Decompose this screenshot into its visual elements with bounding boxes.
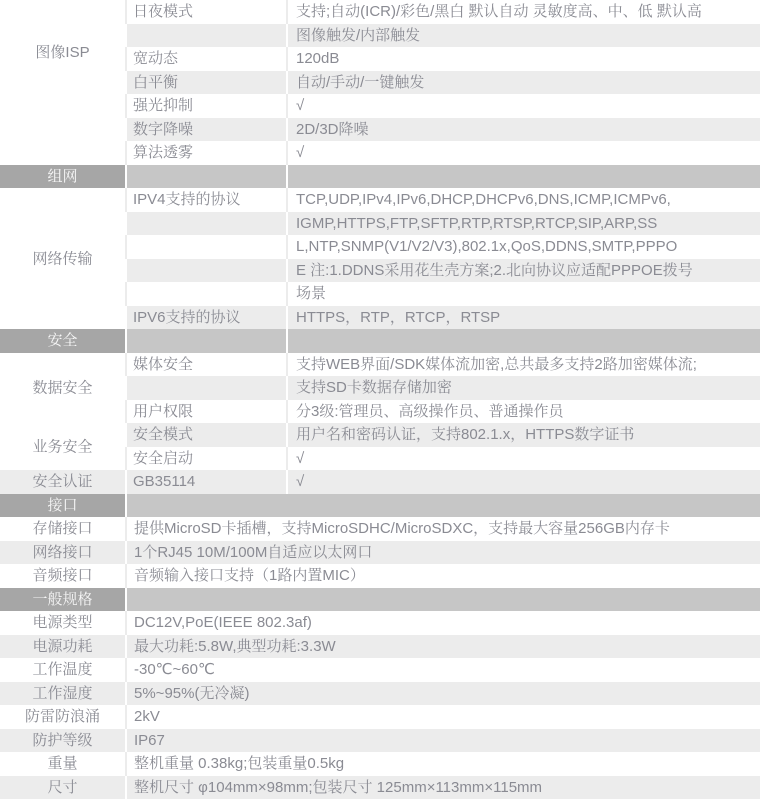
section-header-interface	[0, 494, 760, 518]
spec-row	[0, 658, 760, 682]
attr-value: 1个RJ45 10M/100M自适应以太网口	[125, 541, 760, 565]
spec-row	[0, 752, 760, 776]
spec-row	[125, 400, 760, 424]
attr-label: 电源类型	[32, 614, 93, 631]
attr-value: 支持;自动(ICR)/彩色/黑白 默认自动 灵敏度高、中、低 默认高	[286, 0, 760, 24]
spec-row	[125, 212, 760, 236]
spec-row	[125, 447, 760, 471]
spec-row	[125, 188, 760, 212]
spec-row	[125, 423, 760, 447]
attr-label	[125, 259, 286, 283]
attr-value: TCP,UDP,IPv4,IPv6,DHCP,DHCPv6,DNS,ICMP,ICMPv6,	[286, 188, 760, 212]
attr-label: 工作温度	[32, 661, 93, 678]
attr-value: 120dB	[286, 47, 760, 71]
bottom-filler	[0, 799, 760, 808]
spec-row	[125, 259, 760, 283]
section-header-spacer	[286, 165, 760, 189]
attr-label: 防雷防浪涌	[24, 708, 100, 725]
attr-value: IP67	[125, 729, 760, 753]
attr-label: 日夜模式	[125, 0, 286, 24]
attr-value: 支持SD卡数据存储加密	[286, 376, 760, 400]
group-label: 图像ISP	[35, 44, 90, 61]
section-header-networking	[0, 165, 760, 189]
attr-label: 宽动态	[125, 47, 286, 71]
spec-row	[125, 282, 760, 306]
spec-row	[125, 235, 760, 259]
attr-value: IGMP,HTTPS,FTP,SFTP,RTP,RTSP,RTCP,SIP,ARP,SS	[286, 212, 760, 236]
attr-label: 音频接口	[32, 567, 93, 584]
section-rows	[125, 0, 760, 165]
attr-value: 分3级:管理员、高级操作员、普通操作员	[286, 400, 760, 424]
spec-row	[0, 705, 760, 729]
group-label: 网络传输	[32, 249, 93, 267]
section-header-security	[0, 329, 760, 353]
attr-label: 算法透雾	[125, 141, 286, 165]
attr-label: 用户权限	[125, 400, 286, 424]
attr-value: 音频输入接口支持（1路内置MIC）	[125, 564, 760, 588]
attr-value: HTTPS，RTP，RTCP，RTSP	[286, 306, 760, 330]
spec-row	[125, 306, 760, 330]
spec-row	[0, 729, 760, 753]
group-label: 安全认证	[32, 473, 93, 490]
spec-row	[0, 541, 760, 565]
section-rows	[125, 353, 760, 424]
section-header-label: 接口	[0, 494, 125, 518]
attr-value: 2kV	[125, 705, 760, 729]
section-header-spacer	[125, 588, 760, 612]
attr-label: 存储接口	[32, 520, 93, 537]
group-label: 业务安全	[32, 437, 93, 455]
attr-value: 图像触发/内部触发	[286, 24, 760, 48]
spec-row	[125, 376, 760, 400]
attr-label: 数字降噪	[125, 118, 286, 142]
attr-label: 重量	[47, 755, 78, 772]
group-label: 数据安全	[32, 379, 93, 396]
attr-label: 网络接口	[32, 543, 93, 561]
attr-value: L,NTP,SNMP(V1/V2/V3),802.1x,QoS,DDNS,SMTP,PPPO	[286, 235, 760, 259]
attr-value: √	[286, 470, 760, 494]
attr-value: 用户名和密码认证，支持802.1.x，HTTPS数字证书	[286, 423, 760, 447]
spec-row	[0, 682, 760, 706]
spec-row	[0, 776, 760, 800]
spec-row	[125, 118, 760, 142]
spec-row	[0, 611, 760, 635]
section-header-spacer	[286, 329, 760, 353]
spec-row	[125, 94, 760, 118]
attr-value: 整机重量 0.38kg;包装重量0.5kg	[125, 752, 760, 776]
attr-label: 白平衡	[125, 71, 286, 95]
attr-label: 媒体安全	[125, 353, 286, 377]
spec-row	[125, 0, 760, 24]
group-cell-data-security	[0, 353, 125, 424]
spec-row	[125, 141, 760, 165]
spec-row	[125, 47, 760, 71]
section-header-spacer	[125, 329, 286, 353]
attr-value: 场景	[286, 282, 760, 306]
attr-value: √	[286, 141, 760, 165]
attr-label: 工作湿度	[32, 684, 93, 702]
section-header-label: 组网	[0, 165, 125, 189]
section-rows	[125, 188, 760, 329]
attr-label: 强光抑制	[125, 94, 286, 118]
attr-label: 安全模式	[125, 423, 286, 447]
spec-row	[125, 353, 760, 377]
attr-label: 尺寸	[47, 778, 78, 796]
section-image-isp	[0, 0, 760, 165]
attr-label	[125, 282, 286, 306]
attr-value: 最大功耗:5.8W,典型功耗:3.3W	[125, 635, 760, 659]
attr-label	[125, 212, 286, 236]
attr-label: 安全启动	[125, 447, 286, 471]
attr-label: IPV4支持的协议	[125, 188, 286, 212]
attr-value: 支持WEB界面/SDK媒体流加密,总共最多支持2路加密媒体流;	[286, 353, 760, 377]
attr-label	[125, 24, 286, 48]
section-rows	[125, 423, 760, 470]
section-service-security	[0, 423, 760, 470]
section-data-security	[0, 353, 760, 424]
group-cell-network-transport	[0, 188, 125, 329]
attr-value: 5%~95%(无冷凝)	[125, 682, 760, 706]
attr-value: -30℃~60℃	[125, 658, 760, 682]
attr-value: 自动/手动/一键触发	[286, 71, 760, 95]
attr-value: E 注:1.DDNS采用花生壳方案;2.北向协议应适配PPPOE拨号	[286, 259, 760, 283]
spec-row	[0, 517, 760, 541]
section-header-spacer	[125, 494, 760, 518]
section-header-label: 安全	[0, 329, 125, 353]
spec-row-security-cert	[0, 470, 760, 494]
spec-row	[0, 564, 760, 588]
attr-label: GB35114	[125, 470, 286, 494]
attr-value: √	[286, 94, 760, 118]
attr-value: 2D/3D降噪	[286, 118, 760, 142]
attr-value: √	[286, 447, 760, 471]
section-network-transport	[0, 188, 760, 329]
attr-label: 电源功耗	[32, 637, 93, 655]
spec-row	[125, 24, 760, 48]
attr-value: 整机尺寸 φ104mm×98mm;包装尺寸 125mm×113mm×115mm	[125, 776, 760, 800]
spec-row	[0, 635, 760, 659]
attr-value: DC12V,PoE(IEEE 802.3af)	[125, 611, 760, 635]
section-header-general-specs	[0, 588, 760, 612]
section-header-label: 一般规格	[0, 588, 125, 612]
attr-label	[125, 376, 286, 400]
attr-value: 提供MicroSD卡插槽，支持MicroSDHC/MicroSDXC，支持最大容量256GB内存卡	[125, 517, 760, 541]
section-header-spacer	[125, 165, 286, 189]
attr-label	[125, 235, 286, 259]
group-cell-image-isp	[0, 0, 125, 165]
group-cell-service-security	[0, 423, 125, 470]
spec-row	[125, 71, 760, 95]
attr-label: 防护等级	[32, 731, 93, 749]
attr-label: IPV6支持的协议	[125, 306, 286, 330]
